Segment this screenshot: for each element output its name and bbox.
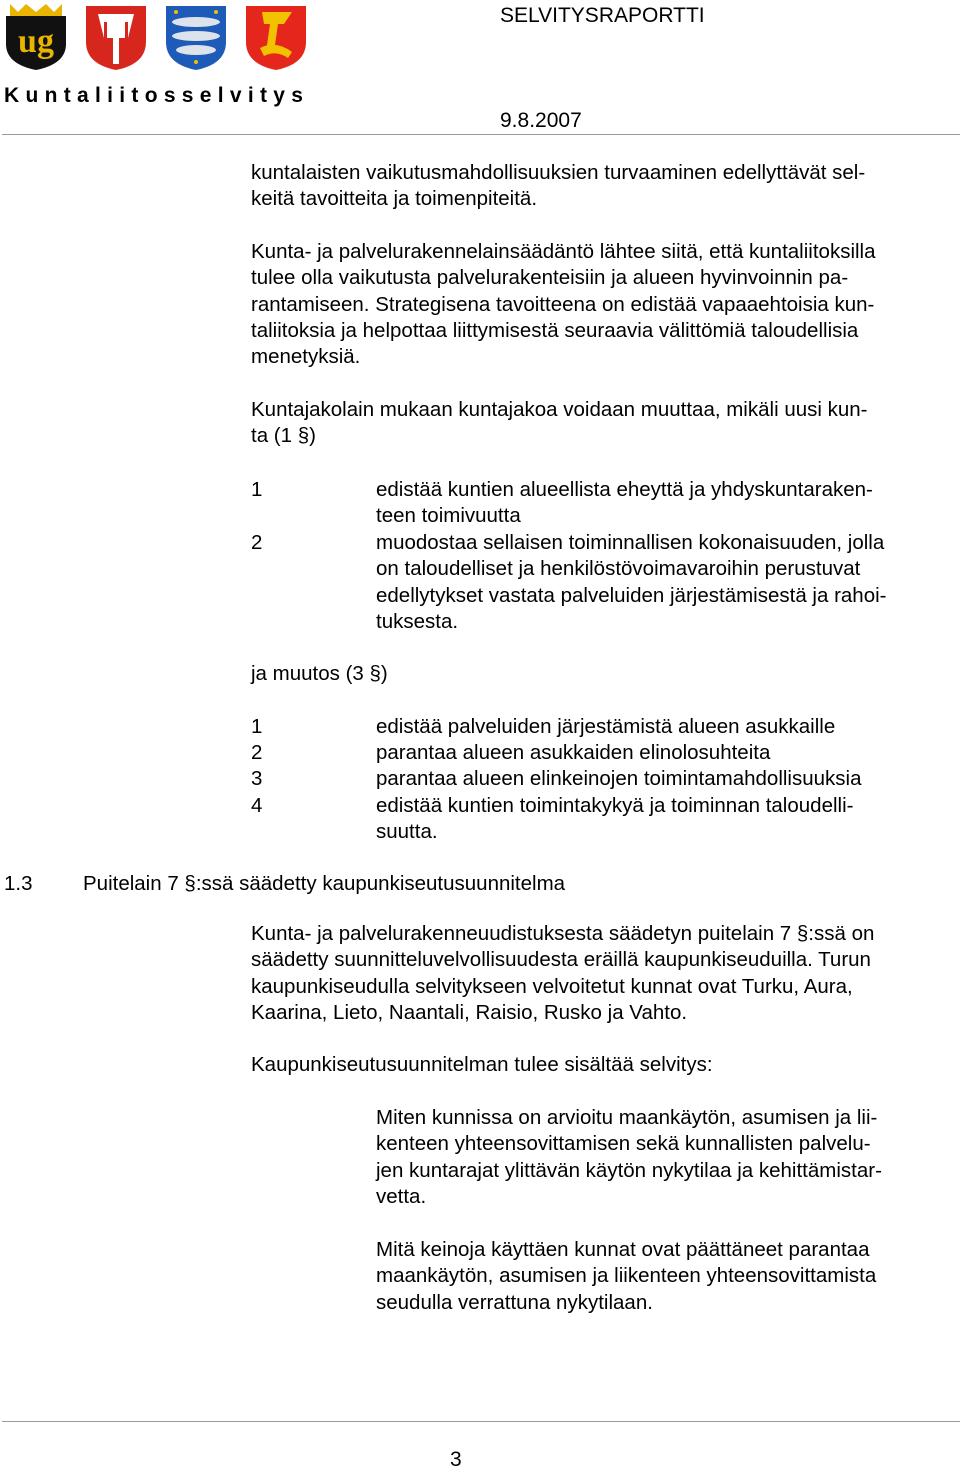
section-title: Puitelain 7 §:ssä säädetty kaupunkiseutusuunnitelma [83, 872, 566, 895]
list-number: 4 [251, 794, 263, 817]
text-line: Kunta- ja palvelurakennelainsäädäntö lähtee siitä, että kuntaliitoksilla [251, 240, 876, 263]
text-line: edellytykset vastata palveluiden järjestämisestä ja rahoi- [376, 583, 887, 607]
list-item [376, 477, 873, 530]
report-date: 9.8.2007 [500, 109, 582, 132]
list-number: 3 [251, 767, 263, 790]
text-line: kenteen yhteensovittamisen sekä kunnallisten palvelu- [376, 1132, 871, 1156]
text-line: muodostaa sellaisen toiminnallisen kokonaisuuden, jolla [376, 531, 885, 554]
text-line: säädetty suunnitteluvelvollisuudesta eräillä kaupunkiseuduilla. Turun [251, 948, 871, 972]
crest-red-yellow [244, 2, 308, 72]
text-line: menetyksiä. [251, 345, 361, 369]
header-divider [2, 134, 960, 135]
paragraph-5 [251, 921, 874, 1026]
text-line: parantaa alueen asukkaiden elinolosuhteita [376, 741, 771, 764]
text-line: tuksesta. [376, 609, 459, 633]
list-number: 2 [251, 531, 263, 554]
crest-initials: ug [18, 23, 54, 60]
text-line: Kunta- ja palvelurakenneuudistuksesta säädetyn puitelain 7 §:ssä on [251, 922, 875, 945]
text-line: tulee olla vaikutusta palvelurakenteisiin ja alueen hyvinvoinnin pa- [251, 266, 849, 290]
section-number: 1.3 [4, 872, 33, 895]
list-item [376, 793, 853, 846]
paragraph-2 [251, 239, 876, 370]
crest-red-white [84, 2, 148, 72]
text-line: keitä tavoitteita ja toimenpiteitä. [251, 187, 538, 211]
paragraph-1 [251, 160, 865, 213]
list-item [376, 714, 835, 740]
text-line: Kuntajakolain mukaan kuntajakoa voidaan muuttaa, mikäli uusi kun- [251, 398, 868, 421]
paragraph-6: Kaupunkiseutusuunnitelman tulee sisältää selvitys: [251, 1053, 713, 1076]
list-number: 2 [251, 741, 263, 764]
text-line: jen kuntarajat ylittävän käytön nykytilaa ja kehittämistar- [376, 1158, 882, 1182]
text-line: Miten kunnissa on arvioitu maankäytön, asumisen ja lii- [376, 1106, 878, 1129]
list-number: 1 [251, 715, 263, 738]
uusikaupunki-crest [4, 2, 68, 72]
text-line: on taloudelliset ja henkilöstövoimavaroihin perustuvat [376, 557, 861, 581]
text-line: seudulla verrattuna nykytilaan. [376, 1290, 653, 1314]
text-line: suutta. [376, 820, 438, 844]
list-item [376, 530, 886, 635]
text-line: maankäytön, asumisen ja liikenteen yhteensovittamista [376, 1264, 877, 1288]
crest-blue-fishes [164, 2, 228, 72]
footer-divider [2, 1421, 960, 1422]
text-line: edistää kuntien toimintakykyä ja toiminnan taloudelli- [376, 794, 854, 817]
paragraph-8 [376, 1237, 876, 1316]
list-number: 1 [251, 478, 263, 501]
paragraph-3 [251, 397, 868, 450]
text-line: teen toimivuutta [376, 504, 521, 528]
text-line: kuntalaisten vaikutusmahdollisuuksien turvaaminen edellyttävät sel- [251, 161, 866, 184]
text-line: edistää palveluiden järjestämistä alueen asukkaille [376, 715, 836, 738]
page-number: 3 [450, 1448, 462, 1471]
paragraph-7 [376, 1105, 882, 1210]
organization-name: Kuntaliitosselvitys [4, 84, 310, 107]
text-line: vetta. [376, 1184, 427, 1208]
report-type: SELVITYSRAPORTTI [500, 4, 705, 27]
text-line: taliitoksia ja helpottaa liittymisestä seuraavia välittömiä taloudellisia [251, 318, 859, 342]
text-line: Mitä keinoja käyttäen kunnat ovat päättäneet parantaa [376, 1238, 870, 1261]
list-item [376, 740, 770, 766]
paragraph-4: ja muutos (3 §) [251, 662, 388, 685]
text-line: rantamiseen. Strategisena tavoitteena on edistää vapaaehtoisia kun- [251, 292, 875, 316]
list-item [376, 766, 861, 792]
text-line: parantaa alueen elinkeinojen toimintamahdollisuuksia [376, 767, 862, 790]
text-line: edistää kuntien alueellista eheyttä ja yhdyskuntaraken- [376, 478, 873, 501]
text-line: ta (1 §) [251, 424, 316, 448]
text-line: Kaarina, Lieto, Naantali, Raisio, Rusko ja Vahto. [251, 1000, 688, 1024]
text-line: kaupunkiseudulla selvitykseen velvoitetut kunnat ovat Turku, Aura, [251, 974, 853, 998]
